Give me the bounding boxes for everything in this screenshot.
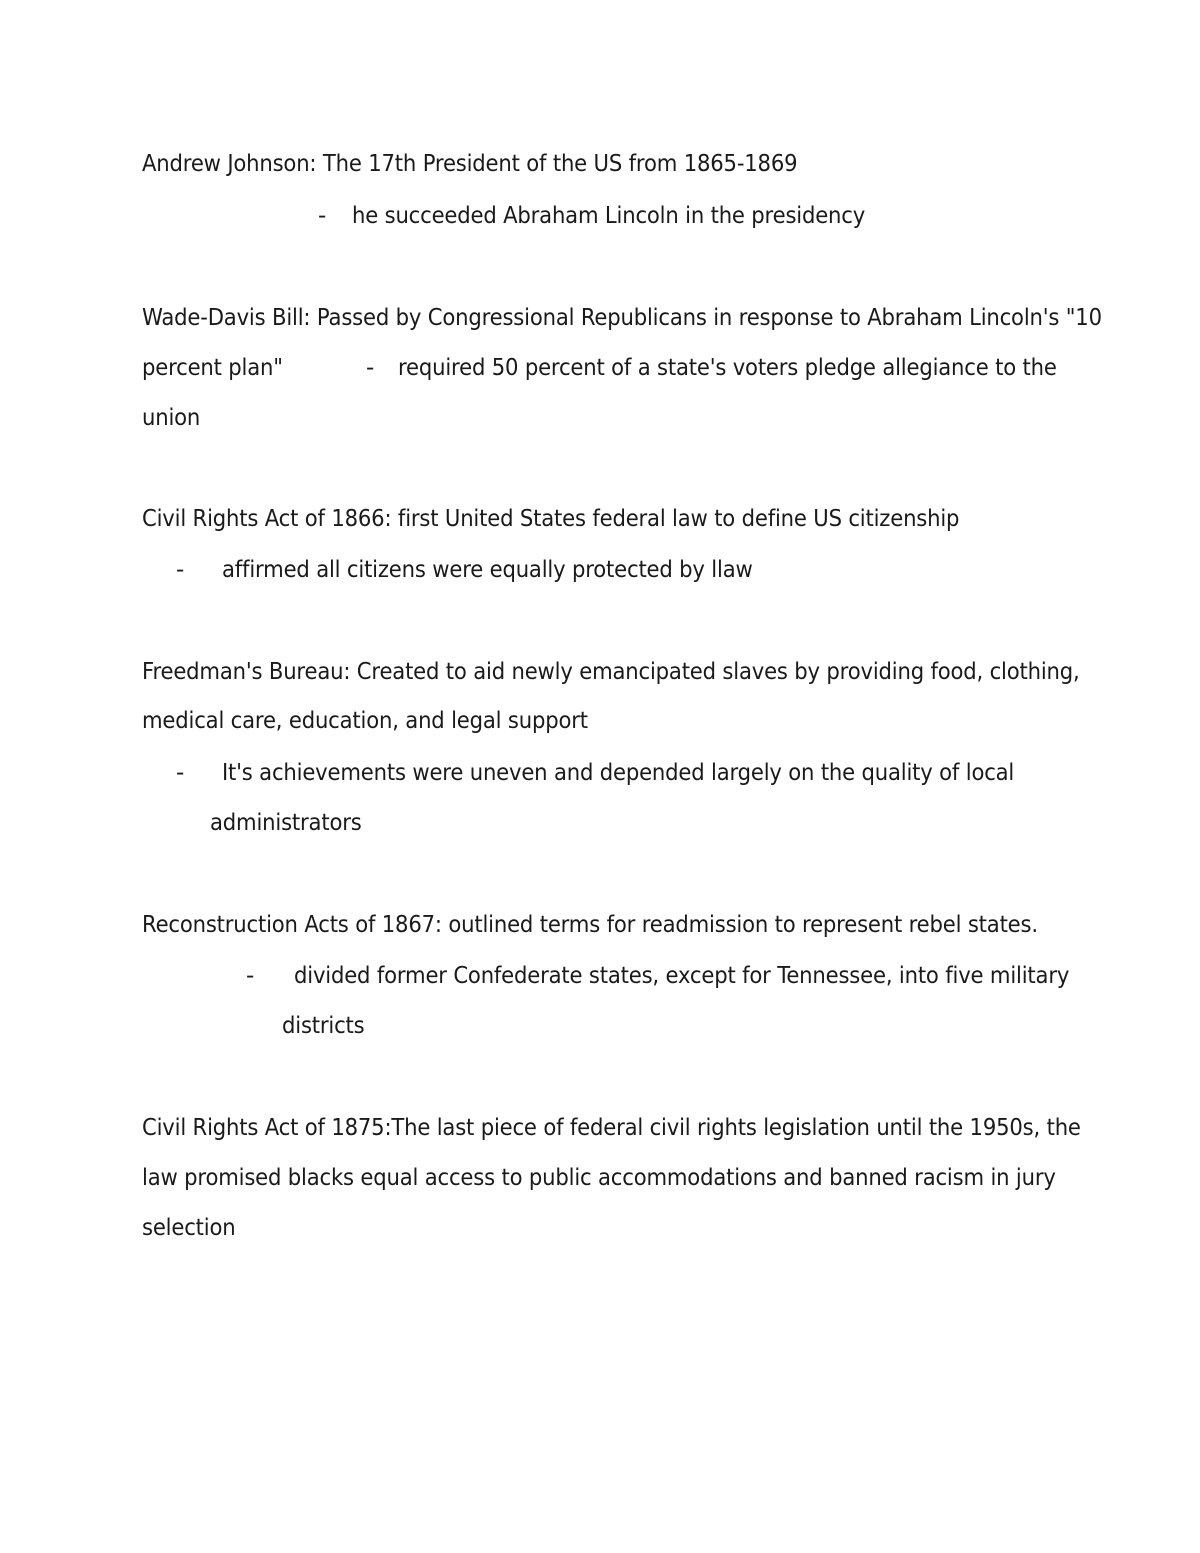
bullet-text: It's achievements were uneven and depended largely on the quality of local: [222, 760, 1015, 786]
bullet-marker: -: [246, 963, 255, 989]
bullet-text-cont: administrators: [210, 810, 362, 836]
bullet-marker: -: [176, 760, 185, 786]
entry-civil-rights-act-1875-cont: law promised blacks equal access to public accommodations and banned racism in jury: [142, 1165, 1056, 1191]
entry-wade-davis-bill: Wade-Davis Bill: Passed by Congressional Republicans in response to Abraham Lincoln's "10: [142, 305, 1102, 331]
bullet-marker: -: [366, 355, 375, 381]
entry-wade-davis-bill-cont: percent plan": [142, 355, 283, 381]
entry-civil-rights-act-1866: Civil Rights Act of 1866: first United States federal law to define US citizenship: [142, 506, 960, 532]
bullet-text: divided former Confederate states, except for Tennessee, into five military: [294, 963, 1070, 989]
bullet-text: affirmed all citizens were equally protected by llaw: [222, 557, 753, 583]
entry-civil-rights-act-1875: Civil Rights Act of 1875:The last piece of federal civil rights legislation until the 1950s, the: [142, 1115, 1081, 1141]
entry-reconstruction-acts: Reconstruction Acts of 1867: outlined terms for readmission to represent rebel states.: [142, 912, 1038, 938]
entry-freedmans-bureau: Freedman's Bureau: Created to aid newly emancipated slaves by providing food, clothing,: [142, 659, 1080, 685]
bullet-marker: -: [318, 203, 327, 229]
entry-andrew-johnson: Andrew Johnson: The 17th President of the US from 1865-1869: [142, 151, 798, 177]
bullet-text: required 50 percent of a state's voters pledge allegiance to the: [398, 355, 1057, 381]
bullet-text-cont: districts: [282, 1013, 365, 1039]
entry-wade-davis-bill-end: union: [142, 405, 201, 431]
entry-freedmans-bureau-cont: medical care, education, and legal support: [142, 708, 588, 734]
entry-civil-rights-act-1875-end: selection: [142, 1215, 236, 1241]
bullet-marker: -: [176, 557, 185, 583]
bullet-text: he succeeded Abraham Lincoln in the presidency: [352, 203, 866, 229]
